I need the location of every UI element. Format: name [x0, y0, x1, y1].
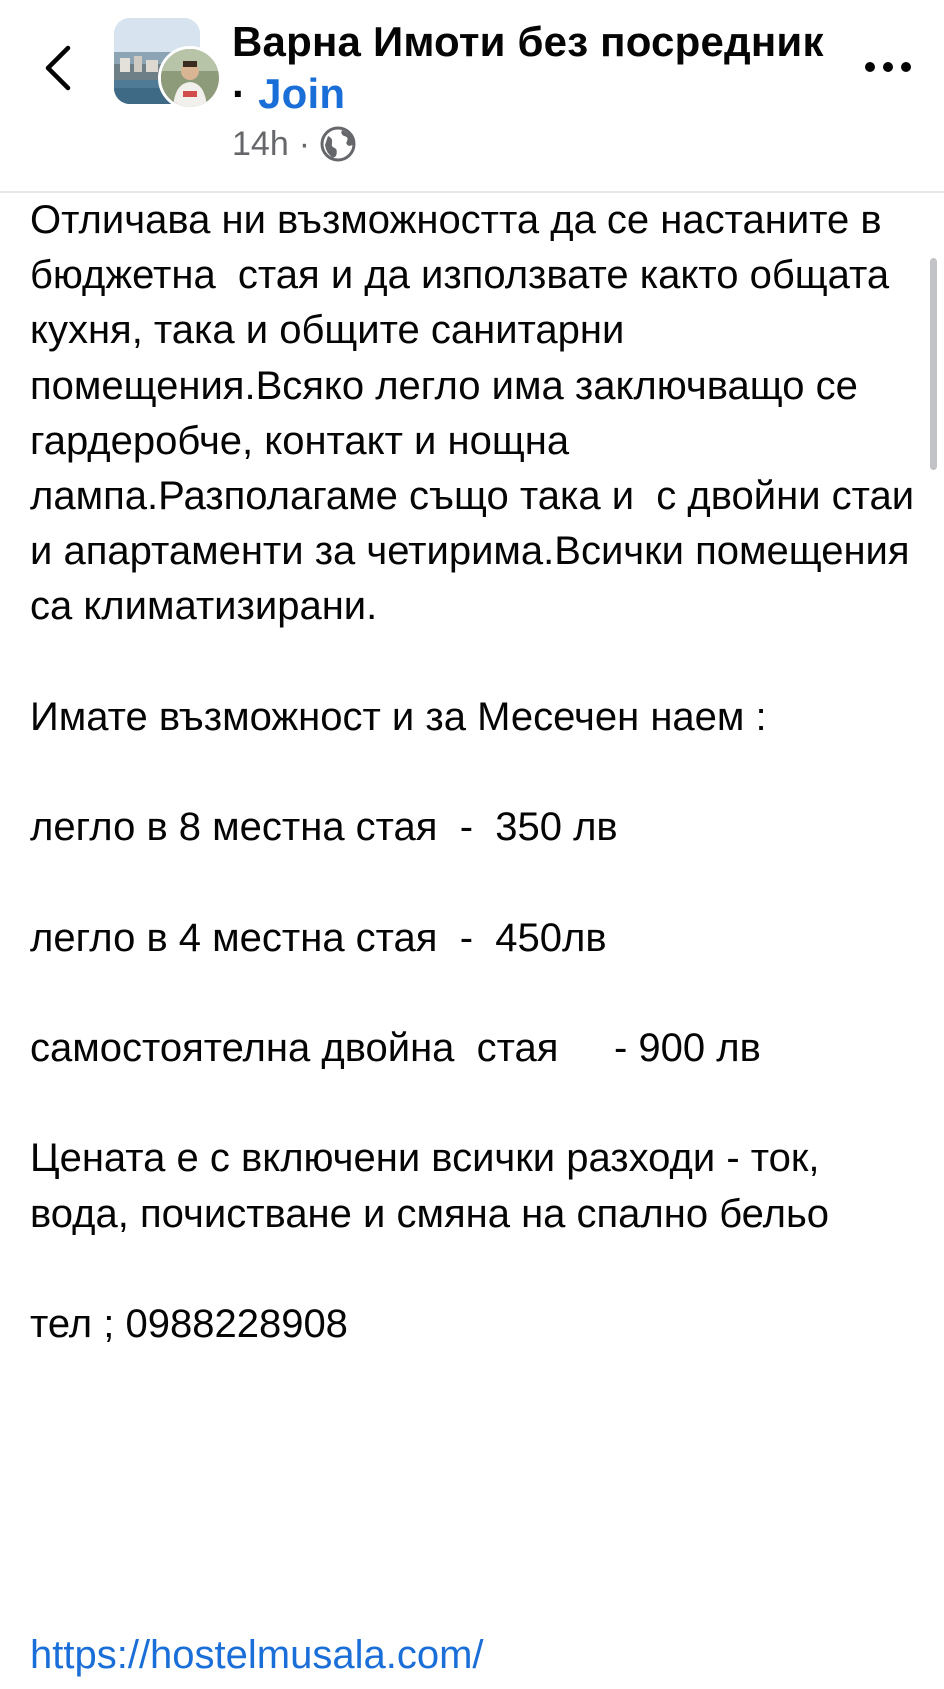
post-link[interactable]: https://hostelmusala.com/ [30, 1633, 484, 1677]
more-options-button[interactable] [858, 42, 918, 92]
more-horizontal-icon [864, 61, 912, 73]
group-title[interactable] [232, 16, 832, 120]
post-header [0, 0, 944, 193]
meta-separator: · [298, 124, 311, 163]
header-title-block [232, 16, 832, 164]
title-separator: · [232, 70, 247, 117]
user-avatar[interactable] [158, 46, 222, 110]
avatar-stack[interactable] [114, 18, 222, 106]
join-button[interactable]: Join [258, 70, 346, 117]
globe-public-icon [320, 126, 356, 162]
post-time[interactable]: 14h [232, 124, 289, 163]
chevron-left-icon [42, 45, 72, 91]
post-meta [232, 124, 832, 164]
back-button[interactable] [30, 38, 84, 98]
post-text: Отличава ни възможността да се настаните в бюджетна стая и да използвате както общата кухня, така и общите санитарни помещения.Всяко легло има заключващо се гардеробче, контакт и нощна лампа.Разполагаме също така и с двойни стаи и апартаменти за четирима.Всички помещения са климатизирани. Имате възможност и за Месечен наем : легло в 8 местна стая - 350 лв легло в 4 местна стая - 450лв самостоятелна двойна стая - 900 лв Цената е с включени всички разходи - ток, вода, почистване и смяна на спално бельо тел ; 0988228908 [30, 198, 915, 1347]
scrollbar[interactable] [930, 258, 937, 470]
group-name[interactable]: Варна Имоти без посредник [232, 18, 824, 65]
